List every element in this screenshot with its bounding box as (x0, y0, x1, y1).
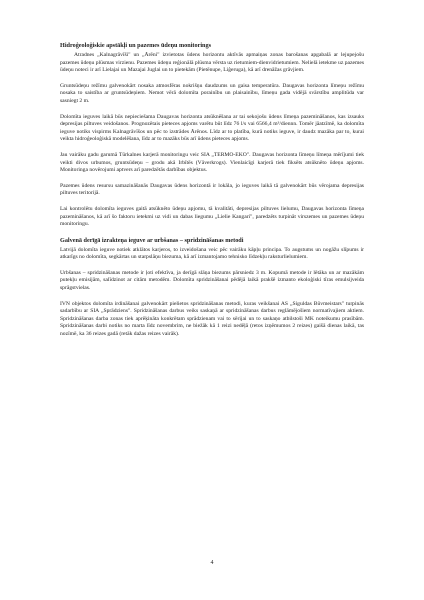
page-number: 4 (210, 560, 214, 566)
paragraph: Jau vairāku gadu garumā Tūrkalnes karjerā monitoringu veic SIA „TERMO-EKO". Daugavas horizonta līmeņu līmeņa mērījumi tiek veikti divos urbumos, gruntsūdeņu – grodu akā Irbītēs (Vāverkrogs). Vienlaicīgi karjerā tiek fiksēts atsūknēto ūdeņu apjoms. Monitoringa novērojumi aptvers arī paredzētās darbības objektus. (60, 151, 364, 174)
paragraph: Pazemes ūdens resursu samazināšanās Daugavas ūdens horizontā ir lokāla, jo ieguves laikā tā galvenokārt būs vērojama depresijas piltuves teritorijā. (60, 182, 364, 197)
paragraph: Gruntsūdeņu režīmu galvenokārt nosaka atmosfēras nokrišņu daudzums un gaisa temperatūra. Daugavas horizonta līmeņu režīmu nosaka to saistība ar gruntsūdeņiem. Nemot vērā dolomīta porainību un plaisainību, līmeņu gada vidējā svārstību amplitūda var sasniegt 2 m. (60, 82, 364, 104)
paragraph: Dolomīta ieguves laikā būs nepieciešama Daugavas horizonta atsūknēšana ar tai sekojošu ūdens līmeņa pazemināšanos, kas izsauks depresijas piltuves veidošanos. Prognozētais pieteces apjoms varētu būt līdz 76 l/s vai 6566,4 m³/diennn. Tomēr jāatzīmē, ka dolomīta ieguve notiks vispirms Kalnagrāvīšos un pēc to izstrādes Ārēnos. Līdz ar to platība, kurā notiks ieguve, ir daudz mazāka par to, kurai veikta hidroģeoloģiskā modelēšana, līdz ar to mazāks būs arī ūdens pieteces apjoms. (60, 113, 364, 143)
paragraph: IVN objektos dolomīta irdināšanai galvenokārt pielietos spridzināšanas metodi, kuras veikšanai AS „Siguldas Būvmeistars" turpinās sadarbību ar SIA „Sprādziens". Spridzināšanas darbus veiks saskaņā ar spridzināšanas darbus reglāmējošiem normatīvajiem aktiem. Spridzināšanas darba zonas tiek aprēķināta konkrētam sprādzienam vai to sērijai un to saskaņo atbilstoši MK noteikumu prasībām. Spridzināšanas darbi notiks no marta līdz novembrim, ne biežāk kā 1 reizi nedēļā (retos izņēmumos 2 reizes) gaišā dienas laikā, tas nozīmē, ka 36 reizes gadā (retāk dažas reizes vairāk). (60, 300, 364, 338)
paragraph: Lai kontrolētu dolomīta ieguves gaitā atsūknēto ūdeņu apjomu, tā kvalitāti, depresijas piltuves lielumu, Daugavas horizonta līmeņa pazemināšanos, kā arī šo faktoru ietekmi uz vidi un dabas liegumu „Lielie Kangari", paredzēts turpināt virszemes un pazemes ūdeņu monitoringu. (60, 205, 364, 228)
section-heading-hydrogeology: Hidroģeoloģiskie apstākļi un pazemes ūdeņu monitorings (60, 42, 211, 49)
paragraph: Latvijā dolomīta ieguve notiek atklātos karjeros, to izveidošana veic pēc vairāku kāpļu principa. To augstums un nogāžu slīpums ir atkarīgs no dolomīta, segkārtas un starpslāņu biezuma, kā arī izmantojamo tehnisko līdzekļu raksturlielumiem. (60, 246, 364, 261)
section-heading-mining-method: Galvenā derīgā izrakteņa ieguve ar urbšanas – spridzināšanas metodi (60, 236, 244, 244)
paragraph: Urbšanas – spridzināšanas metode ir ļoti efektīva, ja derīgā slāņa biezums pārsniedz 3 m. Kopumā metode ir lētāka un ar mazākām putekļu emisijām, salīdzinot ar citām metodēm. Dolomīta spridzināšanai pēdējā laikā prakšē izmanto ekoloģiski tīras emulsijveida sprāgstvielas. (60, 269, 364, 292)
paragraph: Atradnes „Kalnagrāvīši" un „Ārēni" izvietotas ūdens horizontu aktīvās apmaiņas zonas barošanas apgabalā ar lejupejošu pazemes ūdeņu plūsmas virzienu. Pazemes ūdeņu reģionālā plūsma vērsta uz rietumiem-dienvidrietumiem. Nelielā ietekme uz pazemes ūdeņu noteci ir arī Lielajai un Mazajai Juglai un to pietekām (Pietēnupe, Liģeruga), kā arī drenāžas grāvjiem. (60, 52, 364, 74)
